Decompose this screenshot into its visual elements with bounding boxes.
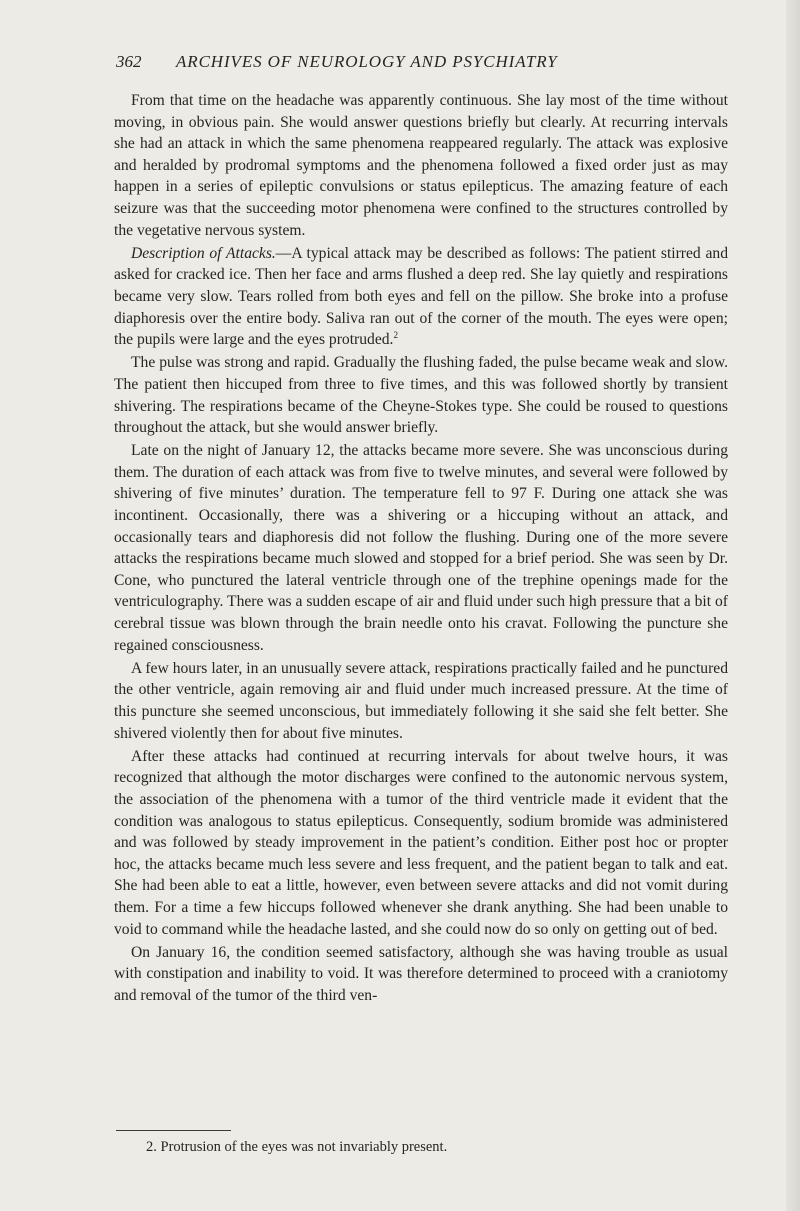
- footnote-divider: [116, 1130, 231, 1131]
- page-header: [116, 52, 666, 74]
- footnote: 2. Protrusion of the eyes was not invariably present.: [146, 1139, 448, 1155]
- paragraph: On January 16, the condition seemed satisfactory, although she was having trouble as usual with constipation and inability to void. It was therefore determined to proceed with a craniotomy and removal of the tumor of the third ven-: [114, 943, 728, 1004]
- paragraph: Late on the night of January 12, the attacks became more severe. She was unconscious during them. The duration of each attack was from five to twelve minutes, and several were followed by shivering of five minutes’ duration. The temperature fell to 97 F. During one attack she was incontinent. Occasionally, there was a shivering or a hiccuping without an attack, and occasionally tears and diaphoresis did not follow the flushing. During one of the more severe attacks the respirations became much slowed and stopped for a brief period. She was seen by Dr. Cone, who punctured the lateral ventricle through one of the trephine openings made for the ventriculography. There was a sudden escape of air and fluid under such high pressure that a bit of cerebral tissue was blown through the brain needle onto his cravat. Following the puncture she regained consciousness.: [114, 442, 728, 654]
- page-edge: [786, 0, 800, 1211]
- footnote-ref: 2: [393, 329, 398, 340]
- paragraph: Description of Attacks.—A typical attack may be described as follows: The patient stirred and asked for cracked ice. Then her face and arms flushed a deep red. She lay quietly and respirations became very slow. Tears rolled from both eyes and fell on the pillow. She broke into a profuse diaphoresis over the entire body. Saliva ran out of the corner of the mouth. The eyes were open; the pupils were large and the eyes protruded.$^2$: [114, 244, 728, 349]
- paragraph: The pulse was strong and rapid. Gradually the flushing faded, the pulse became weak and slow. The patient then hiccuped from three to five times, and this was followed shortly by transient shivering. The respirations became of the Cheyne-Stokes type. She could be roused to questions throughout the attack, but she would answer briefly.: [114, 354, 728, 437]
- paragraph: After these attacks had continued at recurring intervals for about twelve hours, it was recognized that although the motor discharges were confined to the autonomic nervous system, the association of the phenomena with a tumor of the third ventricle made it evident that the condition was analogous to status epilepticus. Consequently, sodium bromide was administered and was followed by steady improvement in the patient’s condition. Either post hoc or propter hoc, the attacks became much less severe and less frequent, and the patient began to talk and eat. She had been able to eat a little, however, even between severe attacks and did not vomit during them. For a time a few hiccups followed whenever she drank anything. She had been unable to void to command while the headache lasted, and she could now do so only on getting out of bed.: [114, 747, 728, 938]
- running-head: ARCHIVES OF NEUROLOGY AND PSYCHIATRY: [176, 52, 558, 71]
- article-body: [114, 90, 728, 1008]
- page-number: 362: [116, 52, 142, 71]
- paragraph: From that time on the headache was apparently continuous. She lay most of the time without moving, in obvious pain. She would answer questions briefly but clearly. At recurring intervals she had an attack in which the same phenomena reappeared regularly. The attack was explosive and heralded by prodromal symptoms and the phenomena followed a fixed order just as may happen in a series of epileptic convulsions or status epilepticus. The amazing feature of each seizure was that the succeeding motor phenomena were confined to the structures controlled by the vegetative nervous system.: [114, 92, 728, 239]
- paragraph: A few hours later, in an unusually severe attack, respirations practically failed and he punctured the other ventricle, again removing air and fluid under much increased pressure. At the time of this puncture she seemed unconscious, but immediately following it she said she felt better. She shivered violently then for about five minutes.: [114, 659, 728, 742]
- section-heading: Description of Attacks.: [131, 244, 276, 262]
